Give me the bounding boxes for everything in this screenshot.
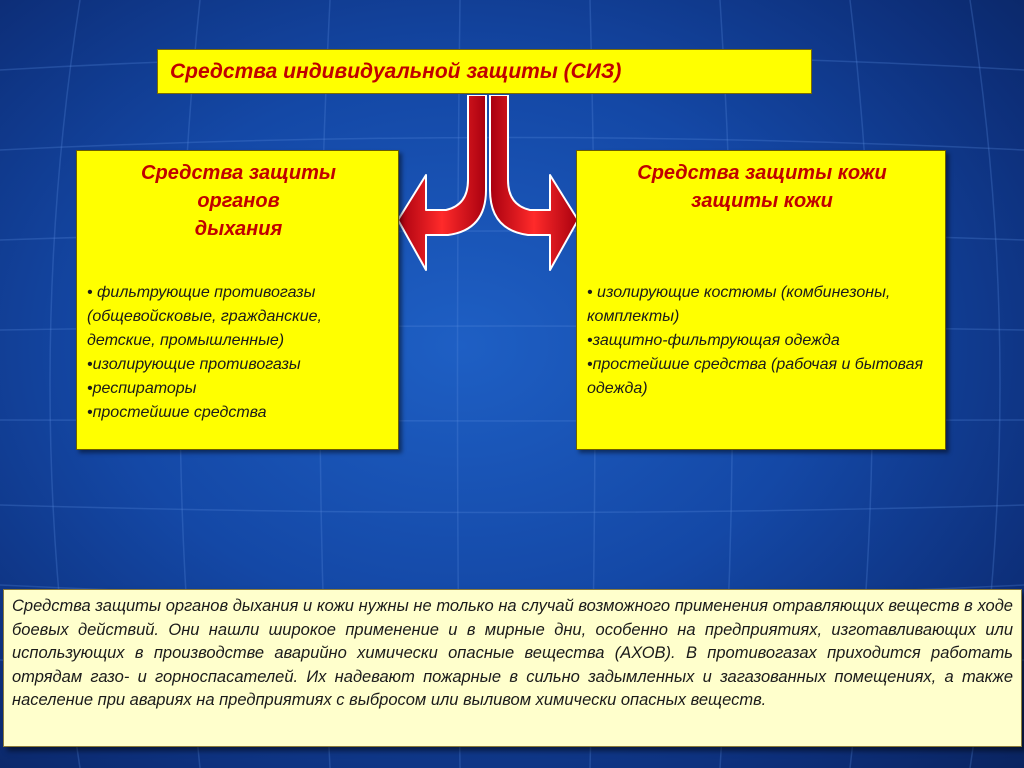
- title-box: [157, 49, 812, 94]
- skin-protection-list: [587, 281, 937, 401]
- respiratory-protection-heading: Средства защиты органов дыхания: [141, 162, 336, 240]
- split-arrow-icon: [398, 95, 578, 275]
- skin-protection-panel: [576, 150, 946, 450]
- list-item: •простейшие средства (рабочая и бытовая одежда): [587, 356, 924, 397]
- list-item: • изолирующие костюмы (комбинезоны, комплекты): [587, 284, 891, 325]
- description-box: [3, 589, 1022, 747]
- list-item: •простейшие средства: [87, 404, 267, 421]
- list-item: •изолирующие противогазы: [87, 356, 301, 373]
- respiratory-protection-list: [87, 281, 392, 425]
- respiratory-protection-panel: [76, 150, 399, 450]
- list-item: •защитно-фильтрующая одежда: [587, 332, 840, 349]
- page-title: Средства индивидуальной защиты (СИЗ): [170, 59, 622, 83]
- list-item: •респираторы: [87, 380, 197, 397]
- skin-protection-heading: Средства защиты кожи защиты кожи: [637, 162, 887, 212]
- description-text: Средства защиты органов дыхания и кожи нужны не только на случай возможного применения отравляющих веществ в ходе боевых действий. Они нашли широкое применение и в мирные дни, особенно на предприятиях, изготавливающих или использующих в производстве аварийно химически опасные вещества (АХОВ). В противогазах приходится работать отрядам газо- и горноспасателей. Их надевают пожарные в сильно задымленных и загазованных помещениях, а также население при авариях на предприятиях с выбросом или выливом химически опасных веществ.: [12, 597, 1013, 710]
- list-item: • фильтрующие противогазы (общевойсковые, гражданские, детские, промышленные): [87, 284, 322, 349]
